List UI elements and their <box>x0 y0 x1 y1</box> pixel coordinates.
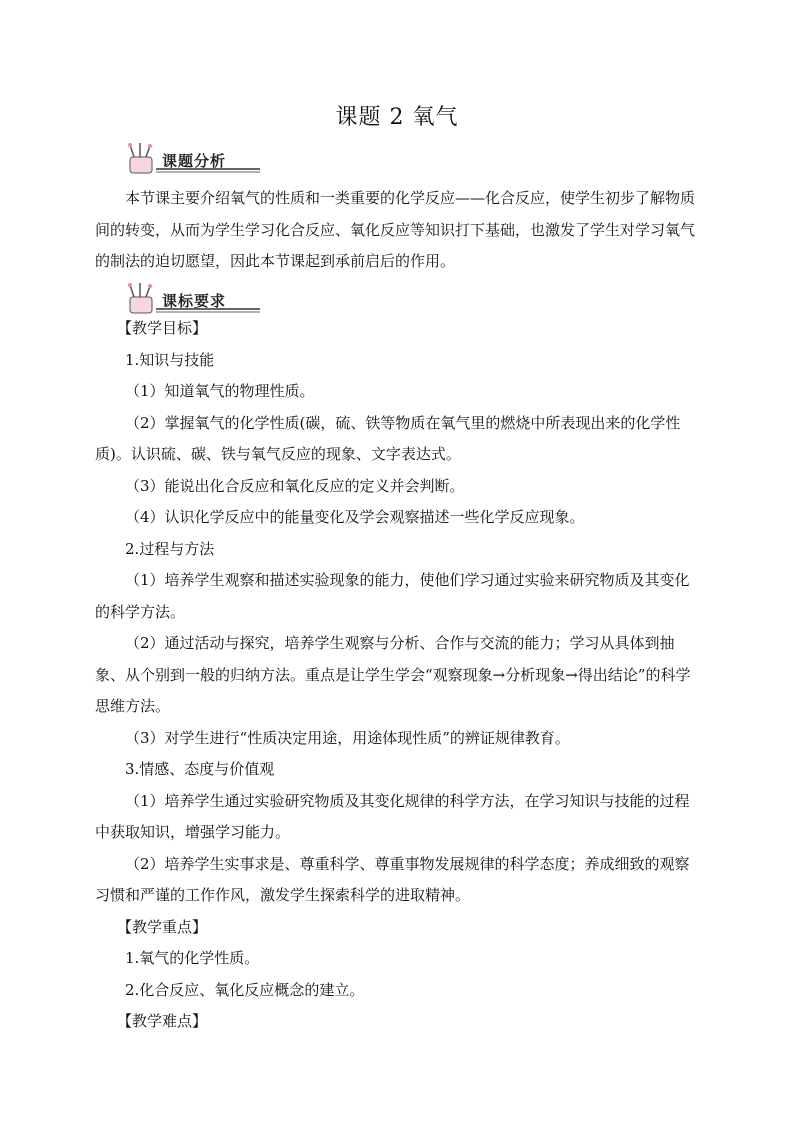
emotion-item-2: （2）培养学生实事求是、尊重科学、尊重事物发展规律的科学态度；养成细致的观察习惯和严谨的工作作风，激发学生探索科学的进取精神。 <box>95 854 690 904</box>
goals-heading: 【教学目标】 <box>117 319 208 337</box>
process-item-2: （2）通过活动与探究，培养学生观察与分析、合作与交流的能力；学习从具体到抽象、从个别到一般的归纳方法。重点是让学生学会“观察现象→分析现象→得出结论”的科学思维方法。 <box>95 634 691 715</box>
knowledge-heading: 1.知识与技能 <box>125 350 215 369</box>
key-point-2: 2.化合反应、氧化反应概念的建立。 <box>125 980 365 999</box>
section-label-standard: 课标要求 <box>162 292 227 310</box>
emotion-heading: 3.情感、态度与价值观 <box>125 760 275 778</box>
difficulty-heading: 【教学难点】 <box>117 1012 208 1030</box>
analysis-body <box>95 183 700 278</box>
knowledge-item-1: （1）知道氧气的物理性质。 <box>125 382 315 400</box>
knowledge-item-4: （4）认识化学反应中的能量变化及学会观察描述一些化学反应现象。 <box>125 508 585 526</box>
standard-body <box>95 313 700 1038</box>
process-heading: 2.过程与方法 <box>125 539 215 558</box>
process-item-3: （3）对学生进行“性质决定用途，用途体现性质”的辨证规律教育。 <box>125 728 570 747</box>
key-point-1: 1.氧气的化学性质。 <box>125 949 260 967</box>
process-item-1: （1）培养学生观察和描述实验现象的能力，使他们学习通过实验来研究物质及其变化的科学方法。 <box>95 571 690 621</box>
knowledge-item-2: （2）掌握氧气的化学性质(碳，硫、铁等物质在氧气里的燃烧中所表现出来的化学性质)。认识硫、碳、铁与氧气反应的现象、文字表达式。 <box>95 413 681 463</box>
emotion-item-1: （1）培养学生通过实验研究物质及其变化规律的科学方法，在学习知识与技能的过程中获取知识，增强学习能力。 <box>95 791 690 841</box>
key-points-heading: 【教学重点】 <box>117 917 208 936</box>
section-label-analysis: 课题分析 <box>162 152 227 170</box>
section-badge-standard <box>120 283 260 317</box>
page-title: 课题 2 氧气 <box>335 105 459 130</box>
section-badge-analysis <box>120 143 260 177</box>
analysis-paragraph: 本节课主要介绍氧气的性质和一类重要的化学反应——化合反应，使学生初步了解物质间的转变，从而为学生学习化合反应、氧化反应等知识打下基础，也激发了学生对学习氧气的制法的迫切愿望，因此本节课起到承前启后的作用。 <box>95 189 696 270</box>
knowledge-item-3: （3）能说出化合反应和氧化反应的定义并会判断。 <box>125 476 465 495</box>
